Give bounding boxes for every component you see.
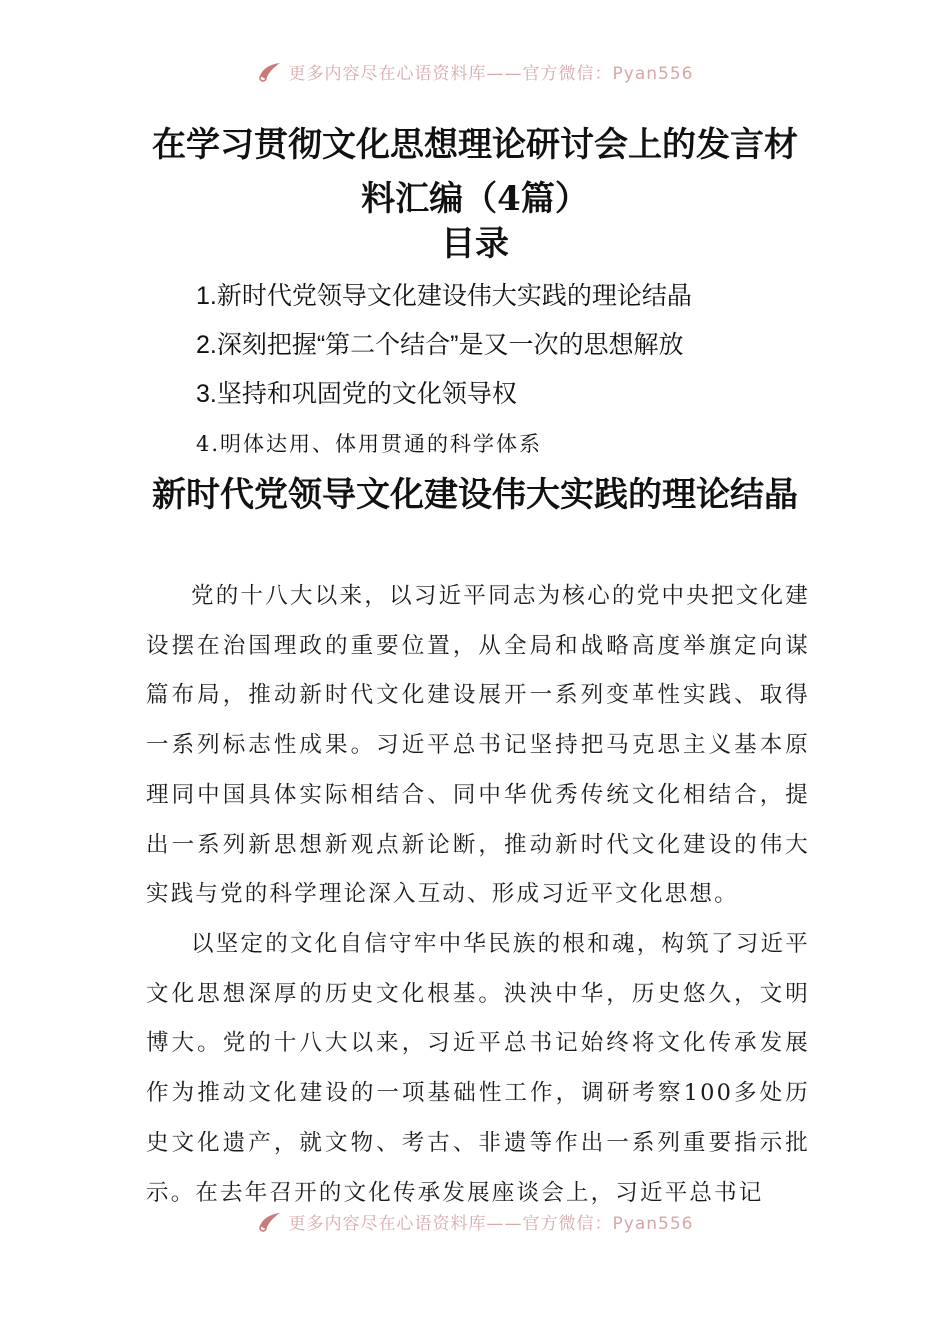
document-title: 在学习贯彻文化思想理论研讨会上的发言材料汇编（4篇） (152, 125, 798, 219)
toc-heading: 目录 (441, 224, 509, 264)
section-title: 新时代党领导文化建设伟大实践的理论结晶 (152, 475, 798, 515)
watermark-footer (0, 1206, 950, 1236)
body-paragraph-2: 以坚定的文化自信守牢中华民族的根和魂，构筑了习近平文化思想深厚的历史文化根基。泱泱中华，历史悠久，文明博大。党的十八大以来，习近平总书记始终将文化传承发展作为推动文化建设的一项基础性工作，调研考察100多处历史文化遗产，就文物、考古、非遗等作出一系列重要指示批示。在去年召开的文化传承发展座谈会上，习近平总书记 (146, 931, 810, 1206)
toc-item-3[interactable]: 3.坚持和巩固党的文化领导权 (196, 380, 517, 408)
toc-item-1[interactable]: 1.新时代党领导文化建设伟大实践的理论结晶 (196, 282, 692, 310)
toc-item-2[interactable]: 2.深刻把握“第二个结合”是又一次的思想解放 (196, 331, 684, 359)
watermark-header (0, 56, 950, 86)
watermark-text: 更多内容尽在心语资料库——官方微信：Pyan556 (288, 1213, 694, 1234)
pen-logo-icon (257, 60, 283, 82)
body-paragraph-1: 党的十八大以来，以习近平同志为核心的党中央把文化建设摆在治国理政的重要位置，从全局和战略高度举旗定向谋篇布局，推动新时代文化建设展开一系列变革性实践、取得一系列标志性成果。习近平总书记坚持把马克思主义基本原理同中国具体实际相结合、同中华优秀传统文化相结合，提出一系列新思想新观点新论断，推动新时代文化建设的伟大实践与党的科学理论深入互动、形成习近平文化思想。 (146, 583, 810, 908)
watermark-text: 更多内容尽在心语资料库——官方微信：Pyan556 (288, 63, 694, 84)
pen-logo-icon (257, 1210, 283, 1232)
toc-item-4[interactable]: 4.明体达用、体用贯通的科学体系 (196, 432, 543, 456)
